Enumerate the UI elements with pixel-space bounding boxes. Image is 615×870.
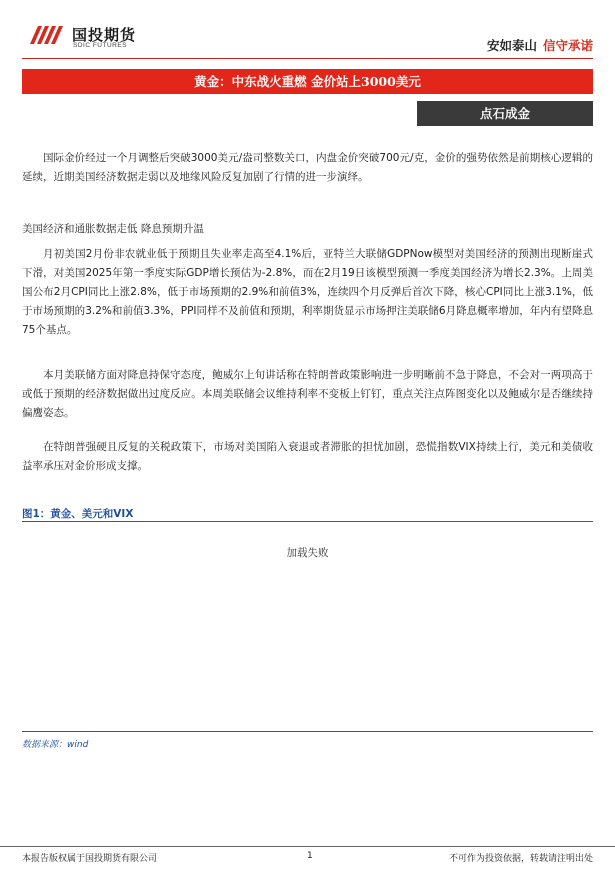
slogan xyxy=(487,36,593,54)
figure-source: 数据来源：wind xyxy=(22,740,89,750)
figure-load-failed-text: 加载失败 xyxy=(286,547,329,559)
header-divider xyxy=(22,58,593,59)
footer-divider xyxy=(0,846,615,847)
figure-bottom-rule xyxy=(22,731,593,732)
figure-title: 图1：黄金、美元和VIX xyxy=(22,508,134,520)
section-heading: 美国经济和通胀数据走低 降息预期升温 xyxy=(22,223,204,235)
figure-top-rule xyxy=(22,521,593,522)
page-header xyxy=(0,0,615,66)
logo-chinese-name: 国投期货 xyxy=(72,26,137,44)
footer-copyright: 本报告版权属于国投期货有限公司 xyxy=(22,854,158,864)
body-paragraph-3: 在特朗普强硬且反复的关税政策下，市场对美国陷入衰退或者滞胀的担忧加剧，恐慌指数VIX持续上行，美元和美债收益率承压对金价形成支撑。 xyxy=(22,441,593,472)
logo-english-name: SDIC FUTURES xyxy=(73,42,128,49)
footer-disclaimer: 不可作为投资依据，转载请注明出处 xyxy=(448,854,593,864)
intro-paragraph: 国际金价经过一个月调整后突破3000美元/盎司整数关口，内盘金价突破700元/克，金价的强势依然是前期核心逻辑的延续，近期美国经济数据走弱以及地缘风险反复加剧了行情的进一步演绎。 xyxy=(22,152,593,183)
sdic-logo-icon xyxy=(22,22,66,48)
report-title: 黄金：中东战火重燃 金价站上3000美元 xyxy=(22,69,593,94)
page-number: 1 xyxy=(307,851,313,861)
slogan-part-2: 信守承诺 xyxy=(542,38,593,53)
slogan-part-1: 安如泰山 xyxy=(486,38,537,53)
body-paragraph-1: 月初美国2月份非农就业低于预期且失业率走高至4.1%后，亚特兰大联储GDPNow模型对美国经济的预测出现断崖式下滑，对美国2025年第一季度实际GDP增长预估为-2.8%，而在2月19日该模型预测一季度美国经济为增长2.3%。上周美国公布2月CPI同比上涨2.8%，低于市场预期的2.9%和前值3%，连续四个月反弹后首次下降，核心CPI同比上涨3.1%，低于市场预期的3.2%和前值3.3%，PPI同样不及前值和预期，利率期货显示市场押注美联储6月降息概率增加，年内有望降息75个基点。 xyxy=(22,248,593,336)
column-tag: 点石成金 xyxy=(417,101,593,126)
body-paragraph-2: 本月美联储方面对降息持保守态度，鲍威尔上旬讲话称在特朗普政策影响进一步明晰前不急于降息，不会对一两项高于或低于预期的经济数据做出过度反应。本周美联储会议维持利率不变板上钉钉，重点关注点阵图变化以及鲍威尔是否继续持偏鹰姿态。 xyxy=(22,369,593,419)
